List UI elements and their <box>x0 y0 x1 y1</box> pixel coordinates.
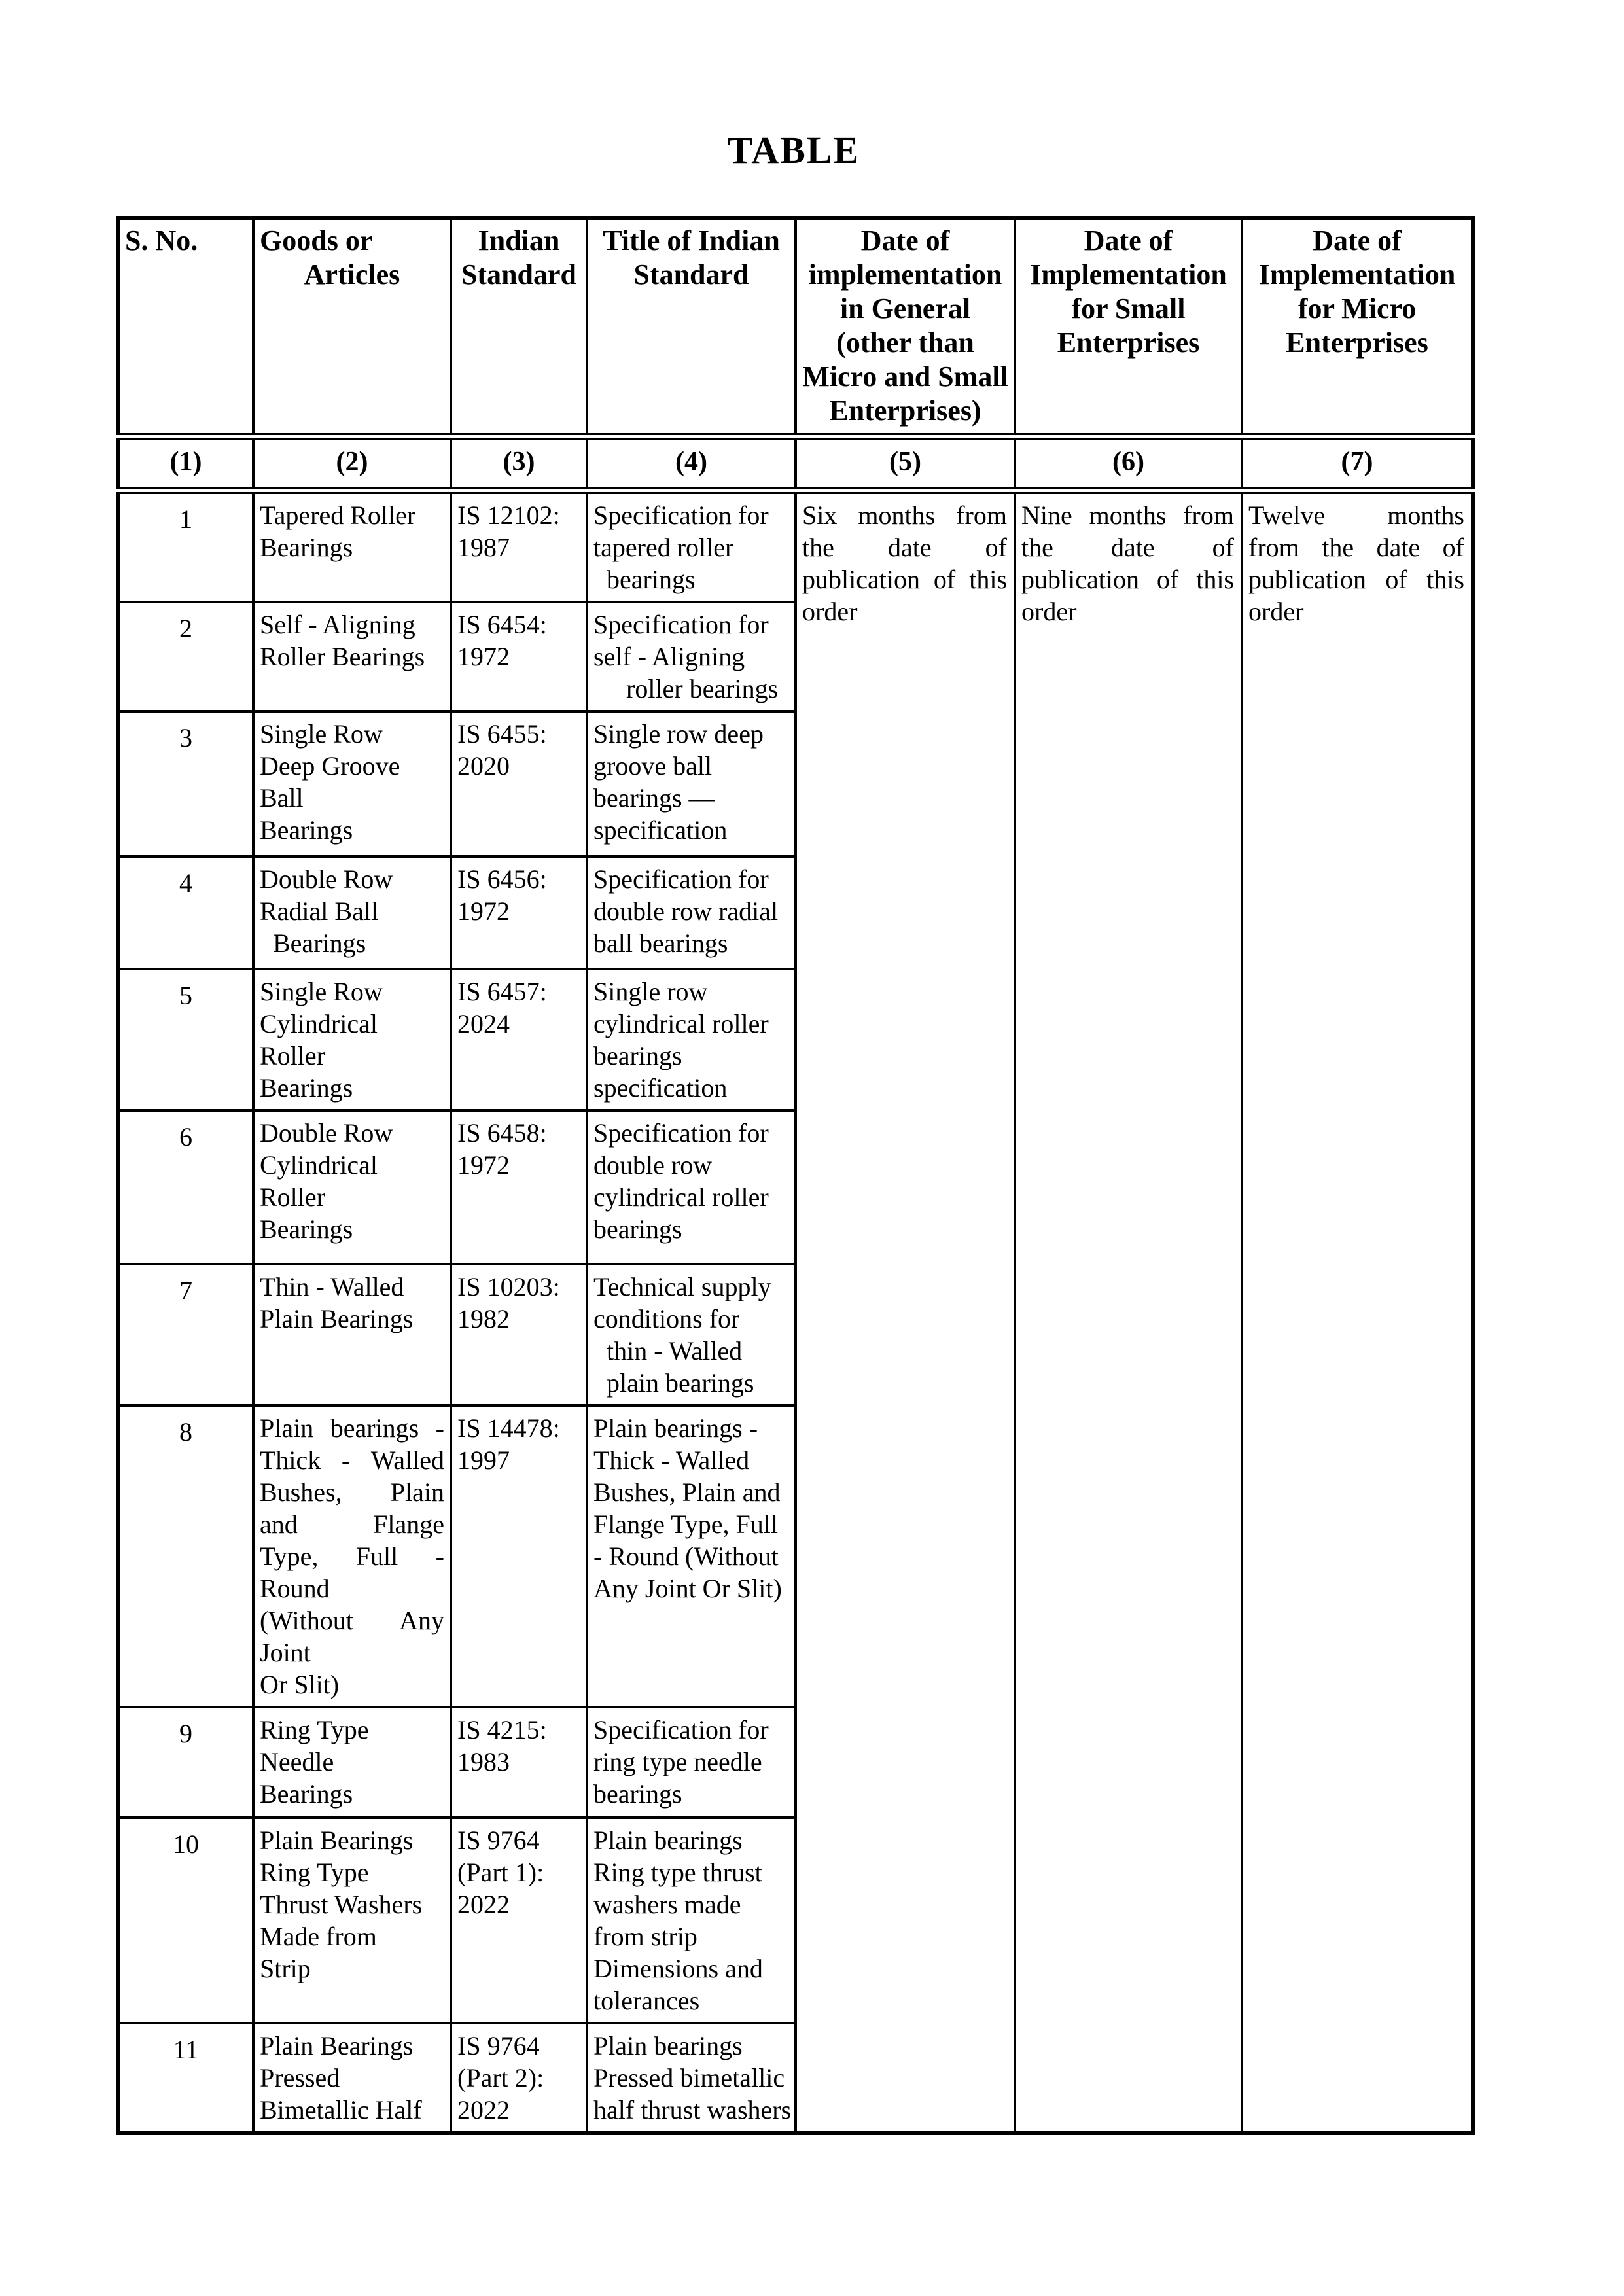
cell-goods <box>253 2023 451 2133</box>
text-line: Any Joint Or Slit) <box>593 1574 782 1603</box>
word: bearings <box>330 1413 419 1443</box>
word: - <box>435 1542 444 1571</box>
text-line: Plain Bearings <box>260 1304 414 1333</box>
serial-number: 9 <box>179 1719 192 1748</box>
cell-title-of-standard <box>587 2023 796 2133</box>
cell-indian-standard <box>451 1264 587 1405</box>
word: Plain <box>260 1413 314 1443</box>
text-line <box>260 1412 444 1444</box>
cell-title-of-standard <box>587 711 796 857</box>
text-line: bearings <box>593 565 696 594</box>
word: the <box>1322 533 1354 562</box>
text-line: Single row deep <box>593 719 764 749</box>
cell-indian-standard <box>451 2023 587 2133</box>
text-line: Bearings <box>260 1214 353 1244</box>
text-line: Single Row <box>260 719 383 749</box>
serial-number: 2 <box>179 614 192 643</box>
header-line: (other than <box>836 327 974 359</box>
text-line: Pressed bimetallic <box>593 2063 785 2093</box>
cell-title-of-standard <box>587 1405 796 1707</box>
header-line: Date of <box>1313 224 1402 256</box>
cell-serial-number <box>118 2023 253 2133</box>
text-line: IS 4215: <box>457 1715 547 1744</box>
text-line: 1972 <box>457 896 510 926</box>
text-line: IS 6455: <box>457 719 547 749</box>
text-line: Self - Aligning <box>260 610 415 639</box>
cell-goods <box>253 1818 451 2023</box>
text-line: Single Row <box>260 977 383 1006</box>
column-number-label: (2) <box>336 447 368 477</box>
cell-serial-number <box>118 1405 253 1707</box>
header-row <box>118 218 1473 436</box>
word: date <box>1376 533 1421 562</box>
text-line: 1972 <box>457 1150 510 1180</box>
column-number-row <box>118 436 1473 491</box>
text-line: Flange Type, Full <box>593 1510 779 1539</box>
cell-indian-standard <box>451 857 587 969</box>
word: months <box>1387 501 1464 530</box>
header-line: for Micro <box>1297 292 1417 325</box>
word: Thick <box>260 1445 321 1475</box>
text-line: groove ball <box>593 751 713 781</box>
text-line <box>260 1508 444 1540</box>
serial-number: 7 <box>179 1276 192 1305</box>
cell-date-micro <box>1242 491 1473 2133</box>
word: Type, <box>260 1542 319 1571</box>
text-line: Ring Type <box>260 1715 369 1744</box>
text-line: 1972 <box>457 642 510 671</box>
text-line: IS 6458: <box>457 1118 547 1148</box>
cell-indian-standard <box>451 602 587 711</box>
cell-indian-standard <box>451 1405 587 1707</box>
word: - <box>435 1413 444 1443</box>
header-line: in General <box>839 292 971 325</box>
serial-number: 6 <box>179 1122 192 1152</box>
header-line: Standard <box>461 258 577 291</box>
cell-date-small <box>1015 491 1242 2133</box>
text-line: Or Slit) <box>260 1670 340 1699</box>
text-line <box>260 1444 444 1476</box>
serial-number: 5 <box>179 981 192 1010</box>
text-line: 1987 <box>457 533 510 562</box>
text-line: conditions for <box>593 1304 740 1333</box>
text-line: Single row <box>593 977 708 1006</box>
text-line: 2022 <box>457 1890 510 1919</box>
column-number-7 <box>1242 436 1473 491</box>
column-number-4 <box>587 436 796 491</box>
text-line: 1983 <box>457 1747 510 1776</box>
text-line: Specification for <box>593 864 769 894</box>
text-line <box>1021 563 1235 595</box>
column-number-label: (7) <box>1341 447 1373 477</box>
word: Six <box>802 501 838 530</box>
cell-goods <box>253 1405 451 1707</box>
word: of <box>1156 565 1179 594</box>
cell-goods <box>253 1264 451 1405</box>
text-line: Joint <box>260 1638 311 1667</box>
word: of <box>1212 533 1234 562</box>
word: of <box>985 533 1007 562</box>
text-line: (Part 1): <box>457 1858 544 1887</box>
text-line: Cylindrical <box>260 1150 378 1180</box>
column-number-2 <box>253 436 451 491</box>
text-line: Radial Ball <box>260 896 379 926</box>
column-number-3 <box>451 436 587 491</box>
word: this <box>969 565 1007 594</box>
header-line: Goods or <box>260 224 373 256</box>
column-number-label: (3) <box>503 447 535 477</box>
word: publication <box>802 565 920 594</box>
cell-serial-number <box>118 969 253 1110</box>
text-line: cylindrical roller <box>593 1009 769 1038</box>
text-line: specification <box>593 815 728 845</box>
column-number-6 <box>1015 436 1242 491</box>
word: - <box>341 1445 351 1475</box>
header-line: Enterprises <box>1057 327 1200 359</box>
cell-title-of-standard <box>587 491 796 602</box>
text-line: roller bearings <box>593 674 779 703</box>
header-cell-indian-standard <box>451 218 587 436</box>
cell-indian-standard <box>451 1707 587 1818</box>
text-line: ball bearings <box>593 928 728 958</box>
header-line: Indian <box>478 224 560 256</box>
column-number-label: (1) <box>169 447 202 477</box>
cell-indian-standard <box>451 969 587 1110</box>
serial-number: 10 <box>173 1829 199 1859</box>
cell-date-general <box>796 491 1015 2133</box>
header-line: Articles <box>304 258 400 291</box>
cell-title-of-standard <box>587 602 796 711</box>
text-line <box>1248 563 1466 595</box>
column-number-label: (5) <box>889 447 921 477</box>
text-line <box>260 1476 444 1508</box>
cell-serial-number <box>118 491 253 602</box>
text-line: specification <box>593 1073 728 1103</box>
text-line: Ring Type <box>260 1858 369 1887</box>
cell-serial-number <box>118 1264 253 1405</box>
cell-serial-number <box>118 1707 253 1818</box>
text-line: Bimetallic Half <box>260 2095 422 2125</box>
text-line <box>802 563 1008 595</box>
page-title: TABLE <box>727 129 860 171</box>
text-line: tapered roller <box>593 533 734 562</box>
text-line: order <box>1021 597 1077 626</box>
text-line: Pressed <box>260 2063 340 2093</box>
word: publication <box>1021 565 1139 594</box>
word: of <box>933 565 956 594</box>
header-line: S. No. <box>125 224 198 256</box>
word: the <box>1021 533 1053 562</box>
cell-title-of-standard <box>587 1707 796 1818</box>
text-line: Bearings <box>260 533 353 562</box>
header-line: Standard <box>633 258 749 291</box>
text-line <box>260 1604 444 1636</box>
text-line: IS 6456: <box>457 864 547 894</box>
column-number-5 <box>796 436 1015 491</box>
text-line: (Part 2): <box>457 2063 544 2093</box>
serial-number: 11 <box>173 2035 199 2064</box>
text-line: washers made <box>593 1890 741 1919</box>
text-line: Bearings <box>260 1073 353 1103</box>
text-line: Roller Bearings <box>260 642 425 671</box>
cell-serial-number <box>118 857 253 969</box>
text-line: Thick - Walled <box>593 1445 750 1475</box>
word: date <box>1110 533 1155 562</box>
word: Plain <box>390 1477 444 1507</box>
table-row <box>118 491 1473 602</box>
text-line: Bearings <box>260 1779 353 1809</box>
word: date <box>887 533 932 562</box>
header-line: Date of <box>1084 224 1173 256</box>
text-line: IS 10203: <box>457 1272 560 1301</box>
text-line: 1982 <box>457 1304 510 1333</box>
word: of <box>1385 565 1407 594</box>
cell-goods <box>253 857 451 969</box>
cell-indian-standard <box>451 1818 587 2023</box>
word: this <box>1196 565 1234 594</box>
header-cell-goods <box>253 218 451 436</box>
word: Flange <box>373 1510 444 1539</box>
text-line: Cylindrical <box>260 1009 378 1038</box>
header-line: Date of <box>860 224 950 256</box>
text-line: Deep Groove <box>260 751 400 781</box>
header-line: Micro and Small <box>802 361 1008 393</box>
header-line: Enterprises) <box>829 395 981 427</box>
word: Nine <box>1021 501 1072 530</box>
header-cell-date-general <box>796 218 1015 436</box>
word: publication <box>1248 565 1366 594</box>
word: Twelve <box>1248 501 1326 530</box>
text-line: IS 6454: <box>457 610 547 639</box>
text-line: cylindrical roller <box>593 1182 769 1212</box>
text-line: Double Row <box>260 864 393 894</box>
cell-indian-standard <box>451 1110 587 1264</box>
text-line: Plain Bearings <box>260 2031 414 2060</box>
cell-title-of-standard <box>587 857 796 969</box>
text-line: Plain bearings <box>593 2031 743 2060</box>
header-line: Implementation <box>1258 258 1456 291</box>
header-line: Title of Indian <box>603 224 780 256</box>
text-line: Bearings <box>260 815 353 845</box>
text-line: Bearings <box>260 928 366 958</box>
text-line: Round <box>260 1574 330 1603</box>
serial-number: 8 <box>179 1417 192 1447</box>
text-line: Bushes, Plain and <box>593 1477 781 1507</box>
cell-serial-number <box>118 1818 253 2023</box>
text-line: Specification for <box>593 501 769 530</box>
word: Walled <box>370 1445 444 1475</box>
text-line: Roller <box>260 1041 325 1070</box>
cell-goods <box>253 1110 451 1264</box>
text-line: thin - Walled <box>593 1336 743 1366</box>
text-line <box>802 499 1008 531</box>
word: from <box>1183 501 1234 530</box>
text-line: Plain bearings - <box>593 1413 758 1443</box>
header-cell-sno <box>118 218 253 436</box>
text-line: Strip <box>260 1954 311 1983</box>
text-line <box>1021 531 1235 563</box>
text-line: IS 12102: <box>457 501 560 530</box>
text-line: tolerances <box>593 1986 700 2015</box>
word: months <box>1089 501 1167 530</box>
cell-indian-standard <box>451 711 587 857</box>
text-line: double row <box>593 1150 713 1180</box>
cell-goods <box>253 711 451 857</box>
text-line: plain bearings <box>593 1368 754 1398</box>
word: of <box>1442 533 1464 562</box>
word: the <box>802 533 834 562</box>
text-line: 2022 <box>457 2095 510 2125</box>
cell-serial-number <box>118 711 253 857</box>
word: from <box>1248 533 1299 562</box>
cell-title-of-standard <box>587 1110 796 1264</box>
serial-number: 3 <box>179 723 192 752</box>
text-line <box>260 1540 444 1572</box>
text-line <box>1021 499 1235 531</box>
header-cell-date-small <box>1015 218 1242 436</box>
column-number-label: (4) <box>675 447 707 477</box>
text-line: - Round (Without <box>593 1542 779 1571</box>
word: Full <box>355 1542 398 1571</box>
text-line: Technical supply <box>593 1272 771 1301</box>
text-line: IS 14478: <box>457 1413 560 1443</box>
text-line: bearings <box>593 1214 682 1244</box>
word: from <box>956 501 1007 530</box>
text-line: Double Row <box>260 1118 393 1148</box>
text-line: double row radial <box>593 896 779 926</box>
text-line: Needle <box>260 1747 334 1776</box>
text-line: order <box>802 597 858 626</box>
text-line: from strip <box>593 1922 697 1951</box>
text-line: Plain Bearings <box>260 1826 414 1855</box>
text-line: IS 9764 <box>457 1826 540 1855</box>
text-line: Specification for <box>593 610 769 639</box>
text-line: 1997 <box>457 1445 510 1475</box>
text-line: self - Aligning <box>593 642 745 671</box>
text-line: bearings <box>593 1779 682 1809</box>
header-line: Implementation <box>1030 258 1227 291</box>
text-line: Plain bearings <box>593 1826 743 1855</box>
text-line: order <box>1248 597 1304 626</box>
cell-title-of-standard <box>587 1264 796 1405</box>
text-line: Thin - Walled <box>260 1272 404 1301</box>
cell-serial-number <box>118 602 253 711</box>
standards-table <box>116 216 1475 2135</box>
text-line: Tapered Roller <box>260 501 416 530</box>
text-line: half thrust washers <box>593 2095 792 2125</box>
word: months <box>858 501 936 530</box>
header-line: Enterprises <box>1286 327 1428 359</box>
text-line: ring type needle <box>593 1747 762 1776</box>
text-line: Made from <box>260 1922 377 1951</box>
column-number-label: (6) <box>1112 447 1144 477</box>
header-cell-date-micro <box>1242 218 1473 436</box>
text-line: Specification for <box>593 1715 769 1744</box>
serial-number: 4 <box>179 868 192 898</box>
text-line: bearings <box>593 1041 682 1070</box>
table-body <box>118 218 1473 2133</box>
text-line: Thrust Washers <box>260 1890 423 1919</box>
cell-serial-number <box>118 1110 253 1264</box>
text-line: IS 9764 <box>457 2031 540 2060</box>
text-line: IS 6457: <box>457 977 547 1006</box>
cell-goods <box>253 602 451 711</box>
text-line: Ring type thrust <box>593 1858 762 1887</box>
serial-number: 1 <box>179 504 192 534</box>
cell-title-of-standard <box>587 1818 796 2023</box>
text-line <box>1248 531 1466 563</box>
text-line: 2024 <box>457 1009 510 1038</box>
word: Bushes, <box>260 1477 342 1507</box>
word: this <box>1426 565 1464 594</box>
text-line: bearings — <box>593 783 715 813</box>
header-cell-title-of-standard <box>587 218 796 436</box>
text-line: 2020 <box>457 751 510 781</box>
cell-goods <box>253 969 451 1110</box>
word: (Without <box>260 1606 353 1635</box>
word: Any <box>399 1606 444 1635</box>
cell-indian-standard <box>451 491 587 602</box>
text-line <box>802 531 1008 563</box>
header-line: implementation <box>808 258 1002 291</box>
header-line: for Small <box>1071 292 1186 325</box>
column-number-1 <box>118 436 253 491</box>
text-line: Roller <box>260 1182 325 1212</box>
cell-goods <box>253 491 451 602</box>
text-line: Ball <box>260 783 304 813</box>
word: and <box>260 1510 298 1539</box>
text-line: Specification for <box>593 1118 769 1148</box>
cell-title-of-standard <box>587 969 796 1110</box>
text-line: Dimensions and <box>593 1954 763 1983</box>
cell-goods <box>253 1707 451 1818</box>
text-line <box>1248 499 1466 531</box>
